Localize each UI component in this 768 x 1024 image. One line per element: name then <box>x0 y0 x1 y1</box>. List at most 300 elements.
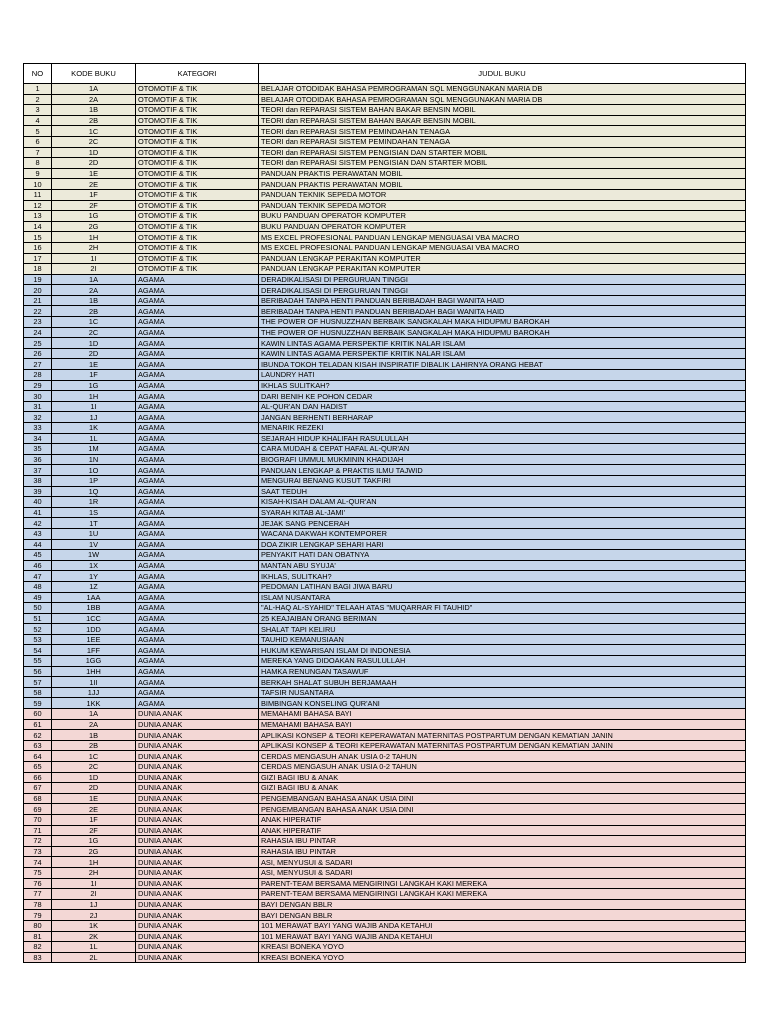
cell-kode-buku: 2B <box>52 115 136 126</box>
cell-judul-buku: PANDUAN PRAKTIS PERAWATAN MOBIL <box>259 168 746 179</box>
cell-judul-buku: JEJAK SANG PENCERAH <box>259 518 746 529</box>
cell-kategori: DUNIA ANAK <box>136 793 259 804</box>
cell-kode-buku: 1E <box>52 168 136 179</box>
cell-no: 4 <box>24 115 52 126</box>
table-row <box>24 581 746 592</box>
cell-judul-buku: RAHASIA IBU PINTAR <box>259 836 746 847</box>
table-row <box>24 433 746 444</box>
cell-judul-buku: 25 KEAJAIBAN ORANG BERIMAN <box>259 613 746 624</box>
cell-kode-buku: 2L <box>52 952 136 963</box>
cell-kode-buku: 1H <box>52 232 136 243</box>
book-table <box>23 63 746 963</box>
cell-judul-buku: BERIBADAH TANPA HENTI PANDUAN BERIBADAH BAGI WANITA HAID <box>259 295 746 306</box>
cell-kategori: AGAMA <box>136 348 259 359</box>
table-row <box>24 814 746 825</box>
cell-kode-buku: 2I <box>52 889 136 900</box>
cell-no: 69 <box>24 804 52 815</box>
cell-no: 6 <box>24 136 52 147</box>
cell-kategori: OTOMOTIF & TIK <box>136 211 259 222</box>
cell-judul-buku: PARENT-TEAM BERSAMA MENGIRINGI LANGKAH KAKI MEREKA <box>259 878 746 889</box>
cell-no: 26 <box>24 348 52 359</box>
table-row <box>24 423 746 434</box>
table-row <box>24 899 746 910</box>
cell-kategori: AGAMA <box>136 423 259 434</box>
table-row <box>24 136 746 147</box>
cell-no: 42 <box>24 518 52 529</box>
cell-judul-buku: 101 MERAWAT BAYI YANG WAJIB ANDA KETAHUI <box>259 920 746 931</box>
cell-no: 78 <box>24 899 52 910</box>
table-row <box>24 359 746 370</box>
cell-judul-buku: CERDAS MENGASUH ANAK USIA 0-2 TAHUN <box>259 762 746 773</box>
cell-judul-buku: GIZI BAGI IBU & ANAK <box>259 772 746 783</box>
cell-judul-buku: DARI BENIH KE POHON CEDAR <box>259 391 746 402</box>
cell-kode-buku: 1EE <box>52 634 136 645</box>
table-row <box>24 200 746 211</box>
cell-judul-buku: MENGURAI BENANG KUSUT TAKFIRI <box>259 475 746 486</box>
header-no: NO <box>24 64 52 84</box>
cell-kategori: OTOMOTIF & TIK <box>136 115 259 126</box>
cell-kode-buku: 1L <box>52 942 136 953</box>
cell-no: 16 <box>24 242 52 253</box>
table-row <box>24 878 746 889</box>
cell-no: 59 <box>24 698 52 709</box>
cell-judul-buku: TEORI dan REPARASI SISTEM PEMINDAHAN TENAGA <box>259 136 746 147</box>
cell-kode-buku: 1CC <box>52 613 136 624</box>
cell-judul-buku: TEORI dan REPARASI SISTEM PENGISIAN DAN STARTER MOBIL <box>259 147 746 158</box>
table-row <box>24 783 746 794</box>
cell-kode-buku: 2E <box>52 804 136 815</box>
cell-kategori: OTOMOTIF & TIK <box>136 147 259 158</box>
cell-kode-buku: 1D <box>52 338 136 349</box>
cell-kode-buku: 1T <box>52 518 136 529</box>
cell-kategori: DUNIA ANAK <box>136 889 259 900</box>
cell-kategori: AGAMA <box>136 317 259 328</box>
cell-judul-buku: ASI, MENYUSUI & SADARI <box>259 867 746 878</box>
cell-kode-buku: 2B <box>52 306 136 317</box>
table-row <box>24 211 746 222</box>
cell-kode-buku: 2F <box>52 825 136 836</box>
table-row <box>24 380 746 391</box>
cell-judul-buku: 101 MERAWAT BAYI YANG WAJIB ANDA KETAHUI <box>259 931 746 942</box>
cell-kode-buku: 1Z <box>52 581 136 592</box>
cell-no: 48 <box>24 581 52 592</box>
cell-kode-buku: 1F <box>52 189 136 200</box>
cell-kategori: AGAMA <box>136 539 259 550</box>
cell-no: 36 <box>24 454 52 465</box>
table-row <box>24 465 746 476</box>
cell-kategori: OTOMOTIF & TIK <box>136 84 259 95</box>
table-row <box>24 338 746 349</box>
table-row <box>24 274 746 285</box>
table-row <box>24 656 746 667</box>
table-row <box>24 391 746 402</box>
table-row <box>24 867 746 878</box>
cell-kode-buku: 1L <box>52 433 136 444</box>
cell-judul-buku: TAUHID KEMANUSIAAN <box>259 634 746 645</box>
cell-no: 56 <box>24 666 52 677</box>
cell-kode-buku: 1A <box>52 84 136 95</box>
cell-kategori: OTOMOTIF & TIK <box>136 179 259 190</box>
cell-kategori: AGAMA <box>136 359 259 370</box>
cell-kode-buku: 1R <box>52 497 136 508</box>
cell-kategori: DUNIA ANAK <box>136 931 259 942</box>
table-row <box>24 762 746 773</box>
cell-kategori: AGAMA <box>136 274 259 285</box>
cell-kategori: OTOMOTIF & TIK <box>136 253 259 264</box>
cell-kategori: DUNIA ANAK <box>136 836 259 847</box>
cell-kategori: AGAMA <box>136 412 259 423</box>
cell-kode-buku: 1B <box>52 295 136 306</box>
cell-kode-buku: 1F <box>52 814 136 825</box>
cell-kode-buku: 1K <box>52 920 136 931</box>
cell-kategori: AGAMA <box>136 666 259 677</box>
cell-no: 74 <box>24 857 52 868</box>
cell-kode-buku: 2A <box>52 285 136 296</box>
cell-no: 76 <box>24 878 52 889</box>
cell-kode-buku: 1E <box>52 793 136 804</box>
cell-no: 2 <box>24 94 52 105</box>
table-row <box>24 486 746 497</box>
cell-no: 46 <box>24 560 52 571</box>
cell-judul-buku: ANAK HIPERATIF <box>259 825 746 836</box>
table-row <box>24 677 746 688</box>
table-row <box>24 539 746 550</box>
cell-judul-buku: SAAT TEDUH <box>259 486 746 497</box>
cell-kategori: DUNIA ANAK <box>136 719 259 730</box>
table-row <box>24 592 746 603</box>
cell-kode-buku: 2K <box>52 931 136 942</box>
table-row <box>24 370 746 381</box>
cell-no: 14 <box>24 221 52 232</box>
cell-kategori: AGAMA <box>136 560 259 571</box>
cell-no: 83 <box>24 952 52 963</box>
cell-kode-buku: 2G <box>52 221 136 232</box>
table-row <box>24 528 746 539</box>
cell-no: 71 <box>24 825 52 836</box>
cell-no: 70 <box>24 814 52 825</box>
cell-kategori: AGAMA <box>136 370 259 381</box>
table-row <box>24 84 746 95</box>
cell-no: 60 <box>24 709 52 720</box>
cell-judul-buku: BELAJAR OTODIDAK BAHASA PEMROGRAMAN SQL MENGGUNAKAN MARIA DB <box>259 84 746 95</box>
table-row <box>24 518 746 529</box>
cell-kode-buku: 1A <box>52 709 136 720</box>
cell-no: 41 <box>24 507 52 518</box>
cell-no: 37 <box>24 465 52 476</box>
cell-kategori: AGAMA <box>136 486 259 497</box>
table-row <box>24 147 746 158</box>
cell-kategori: OTOMOTIF & TIK <box>136 189 259 200</box>
cell-no: 44 <box>24 539 52 550</box>
table-row <box>24 857 746 868</box>
cell-kategori: AGAMA <box>136 391 259 402</box>
cell-kode-buku: 1Q <box>52 486 136 497</box>
cell-kode-buku: 1S <box>52 507 136 518</box>
cell-no: 57 <box>24 677 52 688</box>
table-row <box>24 910 746 921</box>
cell-no: 13 <box>24 211 52 222</box>
cell-kategori: AGAMA <box>136 401 259 412</box>
cell-kode-buku: 2C <box>52 327 136 338</box>
cell-kode-buku: 1C <box>52 317 136 328</box>
cell-kategori: DUNIA ANAK <box>136 772 259 783</box>
table-row <box>24 624 746 635</box>
table-row <box>24 126 746 137</box>
table-row <box>24 232 746 243</box>
cell-no: 23 <box>24 317 52 328</box>
cell-kategori: OTOMOTIF & TIK <box>136 221 259 232</box>
table-row <box>24 560 746 571</box>
cell-kode-buku: 2G <box>52 846 136 857</box>
cell-judul-buku: BUKU PANDUAN OPERATOR KOMPUTER <box>259 221 746 232</box>
cell-no: 34 <box>24 433 52 444</box>
cell-kode-buku: 1C <box>52 126 136 137</box>
cell-no: 7 <box>24 147 52 158</box>
cell-judul-buku: PENGEMBANGAN BAHASA ANAK USIA DINI <box>259 804 746 815</box>
cell-kategori: AGAMA <box>136 656 259 667</box>
cell-kode-buku: 1I <box>52 878 136 889</box>
cell-kategori: OTOMOTIF & TIK <box>136 158 259 169</box>
table-row <box>24 253 746 264</box>
table-row <box>24 295 746 306</box>
cell-no: 19 <box>24 274 52 285</box>
cell-judul-buku: KAWIN LINTAS AGAMA PERSPEKTIF KRITIK NALAR ISLAM <box>259 338 746 349</box>
cell-no: 12 <box>24 200 52 211</box>
cell-kategori: OTOMOTIF & TIK <box>136 126 259 137</box>
cell-no: 63 <box>24 740 52 751</box>
cell-kategori: DUNIA ANAK <box>136 762 259 773</box>
cell-kode-buku: 1BB <box>52 603 136 614</box>
table-row <box>24 952 746 963</box>
cell-kode-buku: 2H <box>52 242 136 253</box>
cell-no: 10 <box>24 179 52 190</box>
cell-judul-buku: MEREKA YANG DIDOAKAN RASULULLAH <box>259 656 746 667</box>
cell-judul-buku: DOA ZIKIR LENGKAP SEHARI HARI <box>259 539 746 550</box>
cell-no: 40 <box>24 497 52 508</box>
cell-kategori: AGAMA <box>136 645 259 656</box>
cell-kode-buku: 2D <box>52 158 136 169</box>
table-row <box>24 719 746 730</box>
cell-judul-buku: BERKAH SHALAT SUBUH BERJAMAAH <box>259 677 746 688</box>
cell-kategori: AGAMA <box>136 475 259 486</box>
cell-kategori: DUNIA ANAK <box>136 920 259 931</box>
cell-judul-buku: AL-QUR'AN DAN HADIST <box>259 401 746 412</box>
cell-no: 15 <box>24 232 52 243</box>
cell-kategori: AGAMA <box>136 465 259 476</box>
table-row <box>24 401 746 412</box>
cell-judul-buku: BUKU PANDUAN OPERATOR KOMPUTER <box>259 211 746 222</box>
table-row <box>24 115 746 126</box>
cell-no: 8 <box>24 158 52 169</box>
table-row <box>24 666 746 677</box>
cell-no: 58 <box>24 687 52 698</box>
header-judul-buku: JUDUL BUKU <box>259 64 746 84</box>
cell-kategori: DUNIA ANAK <box>136 740 259 751</box>
cell-no: 54 <box>24 645 52 656</box>
cell-no: 11 <box>24 189 52 200</box>
cell-no: 64 <box>24 751 52 762</box>
cell-no: 68 <box>24 793 52 804</box>
table-row <box>24 920 746 931</box>
cell-kode-buku: 1Y <box>52 571 136 582</box>
cell-no: 43 <box>24 528 52 539</box>
cell-kode-buku: 1B <box>52 105 136 116</box>
cell-no: 31 <box>24 401 52 412</box>
cell-kategori: DUNIA ANAK <box>136 814 259 825</box>
table-row <box>24 846 746 857</box>
cell-no: 66 <box>24 772 52 783</box>
cell-no: 50 <box>24 603 52 614</box>
cell-kode-buku: 1H <box>52 391 136 402</box>
cell-kode-buku: 2C <box>52 762 136 773</box>
table-row <box>24 348 746 359</box>
cell-kategori: DUNIA ANAK <box>136 709 259 720</box>
table-row <box>24 603 746 614</box>
cell-judul-buku: SEJARAH HIDUP KHALIFAH RASULULLAH <box>259 433 746 444</box>
cell-no: 55 <box>24 656 52 667</box>
cell-kategori: OTOMOTIF & TIK <box>136 136 259 147</box>
cell-kode-buku: 1F <box>52 370 136 381</box>
cell-kategori: DUNIA ANAK <box>136 846 259 857</box>
cell-kode-buku: 1I <box>52 401 136 412</box>
cell-kode-buku: 1JJ <box>52 687 136 698</box>
table-row <box>24 475 746 486</box>
cell-kode-buku: 1H <box>52 857 136 868</box>
cell-kategori: OTOMOTIF & TIK <box>136 94 259 105</box>
cell-judul-buku: PANDUAN TEKNIK SEPEDA MOTOR <box>259 200 746 211</box>
cell-kategori: AGAMA <box>136 581 259 592</box>
cell-no: 82 <box>24 942 52 953</box>
cell-judul-buku: MEMAHAMI BAHASA BAYI <box>259 719 746 730</box>
cell-kode-buku: 1A <box>52 274 136 285</box>
table-row <box>24 94 746 105</box>
table-row <box>24 751 746 762</box>
cell-kategori: AGAMA <box>136 603 259 614</box>
cell-judul-buku: BIMBINGAN KONSELING QUR'ANI <box>259 698 746 709</box>
cell-no: 9 <box>24 168 52 179</box>
cell-no: 24 <box>24 327 52 338</box>
cell-kategori: AGAMA <box>136 518 259 529</box>
cell-no: 39 <box>24 486 52 497</box>
cell-judul-buku: THE POWER OF HUSNUZZHAN BERBAIK SANGKALAH MAKA HIDUPMU BAROKAH <box>259 317 746 328</box>
table-row <box>24 634 746 645</box>
table-row <box>24 645 746 656</box>
cell-kode-buku: 1O <box>52 465 136 476</box>
cell-no: 80 <box>24 920 52 931</box>
cell-kategori: AGAMA <box>136 592 259 603</box>
cell-kode-buku: 1I <box>52 253 136 264</box>
cell-no: 51 <box>24 613 52 624</box>
cell-judul-buku: MANTAN ABU SYUJA' <box>259 560 746 571</box>
cell-no: 3 <box>24 105 52 116</box>
cell-no: 21 <box>24 295 52 306</box>
cell-no: 81 <box>24 931 52 942</box>
cell-kategori: AGAMA <box>136 507 259 518</box>
cell-judul-buku: PANDUAN LENGKAP PERAKITAN KOMPUTER <box>259 253 746 264</box>
table-row <box>24 740 746 751</box>
cell-kategori: AGAMA <box>136 338 259 349</box>
table-row <box>24 709 746 720</box>
table-row <box>24 931 746 942</box>
cell-judul-buku: MS EXCEL PROFESIONAL PANDUAN LENGKAP MENGUASAI VBA MACRO <box>259 232 746 243</box>
cell-no: 25 <box>24 338 52 349</box>
cell-kode-buku: 1P <box>52 475 136 486</box>
table-row <box>24 804 746 815</box>
cell-kode-buku: 1G <box>52 380 136 391</box>
cell-judul-buku: PENYAKIT HATI DAN OBATNYA <box>259 550 746 561</box>
table-row <box>24 836 746 847</box>
table-row <box>24 306 746 317</box>
cell-judul-buku: IKHLAS SULITKAH? <box>259 380 746 391</box>
cell-kategori: AGAMA <box>136 295 259 306</box>
cell-kategori: AGAMA <box>136 571 259 582</box>
cell-kode-buku: 1G <box>52 211 136 222</box>
cell-judul-buku: APLIKASI KONSEP & TEORI KEPERAWATAN MATERNITAS POSTPARTUM DENGAN KEMATIAN JANIN <box>259 740 746 751</box>
cell-no: 32 <box>24 412 52 423</box>
cell-no: 20 <box>24 285 52 296</box>
cell-no: 22 <box>24 306 52 317</box>
cell-kode-buku: 1X <box>52 560 136 571</box>
cell-kode-buku: 1E <box>52 359 136 370</box>
cell-no: 73 <box>24 846 52 857</box>
cell-judul-buku: KREASI BONEKA YOYO <box>259 942 746 953</box>
cell-no: 52 <box>24 624 52 635</box>
cell-judul-buku: CERDAS MENGASUH ANAK USIA 0-2 TAHUN <box>259 751 746 762</box>
cell-kategori: OTOMOTIF & TIK <box>136 242 259 253</box>
cell-kategori: AGAMA <box>136 634 259 645</box>
cell-judul-buku: DERADIKALISASI DI PERGURUAN TINGGI <box>259 274 746 285</box>
cell-kategori: AGAMA <box>136 454 259 465</box>
cell-kode-buku: 2F <box>52 200 136 211</box>
table-row <box>24 189 746 200</box>
cell-judul-buku: PEDOMAN LATIHAN BAGI JIWA BARU <box>259 581 746 592</box>
cell-judul-buku: BIOGRAFI UMMUL MUKMININ KHADIJAH <box>259 454 746 465</box>
cell-kategori: DUNIA ANAK <box>136 899 259 910</box>
cell-kode-buku: 1W <box>52 550 136 561</box>
cell-kode-buku: 2H <box>52 867 136 878</box>
cell-judul-buku: MENARIK REZEKI <box>259 423 746 434</box>
cell-kategori: AGAMA <box>136 285 259 296</box>
cell-judul-buku: PANDUAN TEKNIK SEPEDA MOTOR <box>259 189 746 200</box>
table-row <box>24 158 746 169</box>
table-row <box>24 497 746 508</box>
cell-kode-buku: 2D <box>52 783 136 794</box>
table-row <box>24 698 746 709</box>
table-row <box>24 454 746 465</box>
cell-kategori: AGAMA <box>136 444 259 455</box>
cell-kode-buku: 1KK <box>52 698 136 709</box>
cell-kategori: DUNIA ANAK <box>136 878 259 889</box>
cell-kode-buku: 1FF <box>52 645 136 656</box>
table-row <box>24 168 746 179</box>
cell-kode-buku: 1B <box>52 730 136 741</box>
cell-kode-buku: 2J <box>52 910 136 921</box>
cell-judul-buku: BAYI DENGAN BBLR <box>259 899 746 910</box>
cell-judul-buku: TEORI dan REPARASI SISTEM BAHAN BAKAR BENSIN MOBIL <box>259 115 746 126</box>
cell-kode-buku: 2D <box>52 348 136 359</box>
cell-no: 35 <box>24 444 52 455</box>
cell-kategori: DUNIA ANAK <box>136 952 259 963</box>
cell-kode-buku: 1U <box>52 528 136 539</box>
cell-kode-buku: 1GG <box>52 656 136 667</box>
cell-kategori: DUNIA ANAK <box>136 857 259 868</box>
table-row <box>24 264 746 275</box>
table-row <box>24 105 746 116</box>
cell-judul-buku: TEORI dan REPARASI SISTEM PEMINDAHAN TENAGA <box>259 126 746 137</box>
cell-kategori: AGAMA <box>136 327 259 338</box>
cell-judul-buku: THE POWER OF HUSNUZZHAN BERBAIK SANGKALAH MAKA HIDUPMU BAROKAH <box>259 327 746 338</box>
table-row <box>24 242 746 253</box>
